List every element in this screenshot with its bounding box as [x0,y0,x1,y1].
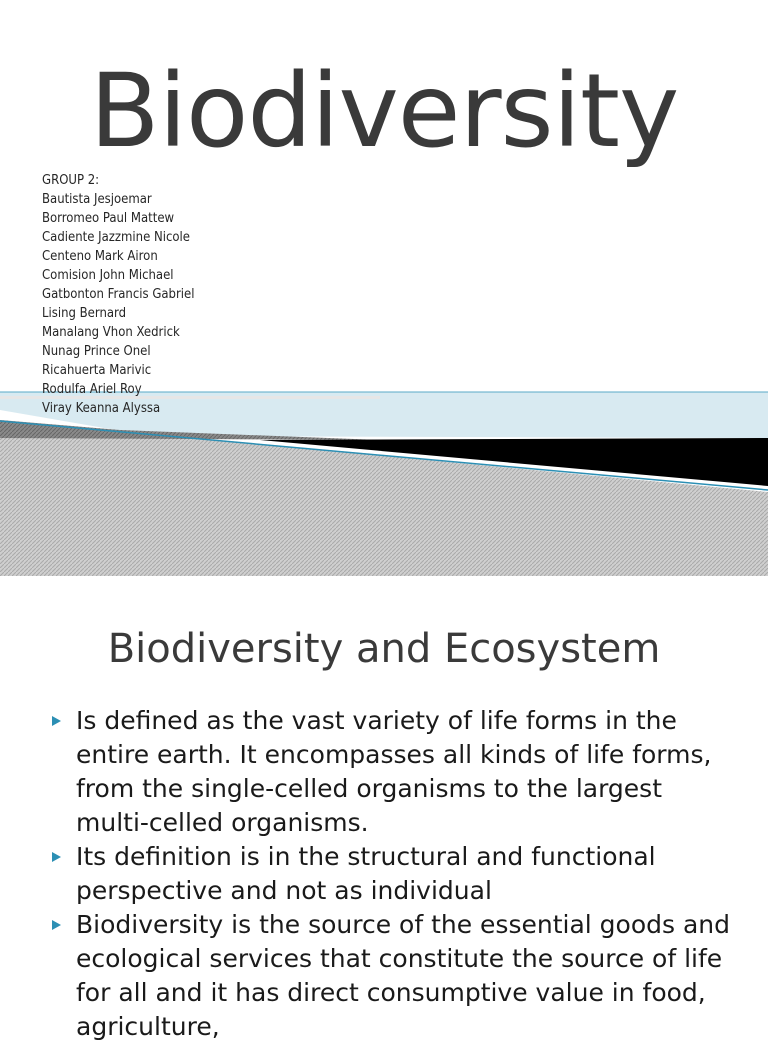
slide-title: Biodiversity [89,52,679,171]
member-name: Bautista Jesjoemar [42,192,152,207]
member-name: Rodulfa Ariel Roy [42,382,142,397]
member-name: Centeno Mark Airon [42,249,158,264]
member-name: Gatbonton Francis Gabriel [42,287,195,302]
member-name: Viray Keanna Alyssa [42,401,161,416]
member-name: Borromeo Paul Mattew [42,211,175,226]
member-name: Nunag Prince Onel [42,344,151,359]
bullet-item [52,908,742,1044]
bullet-list [52,704,742,1044]
member-name: Comision John Michael [42,268,174,283]
member-name: Ricahuerta Marivic [42,363,152,378]
member-name: Cadiente Jazzmine Nicole [42,230,191,245]
bullet-item [52,704,742,840]
triangle-bullet-icon [52,920,61,930]
member-name: Manalang Vhon Xedrick [42,325,180,340]
group-label: GROUP 2: [42,173,100,188]
bullet-item [52,840,742,908]
triangle-bullet-icon [52,852,61,862]
group-members [42,171,195,418]
member-name: Lising Bernard [42,306,127,321]
bullet-text: Its definition is in the structural and functional perspective and not as individual [76,842,656,905]
triangle-bullet-icon [52,716,61,726]
bullet-text: Biodiversity is the source of the essential goods and ecological services that constitute the source of life for all and it has direct consumptive value in food, agriculture, [76,910,731,1041]
bullet-text: Is defined as the vast variety of life forms in the entire earth. It encompasses all kinds of life forms, from the single-celled organisms to the largest multi-celled organisms. [76,706,712,837]
slide-heading: Biodiversity and Ecosystem [107,626,661,672]
content-slide [0,576,768,1041]
